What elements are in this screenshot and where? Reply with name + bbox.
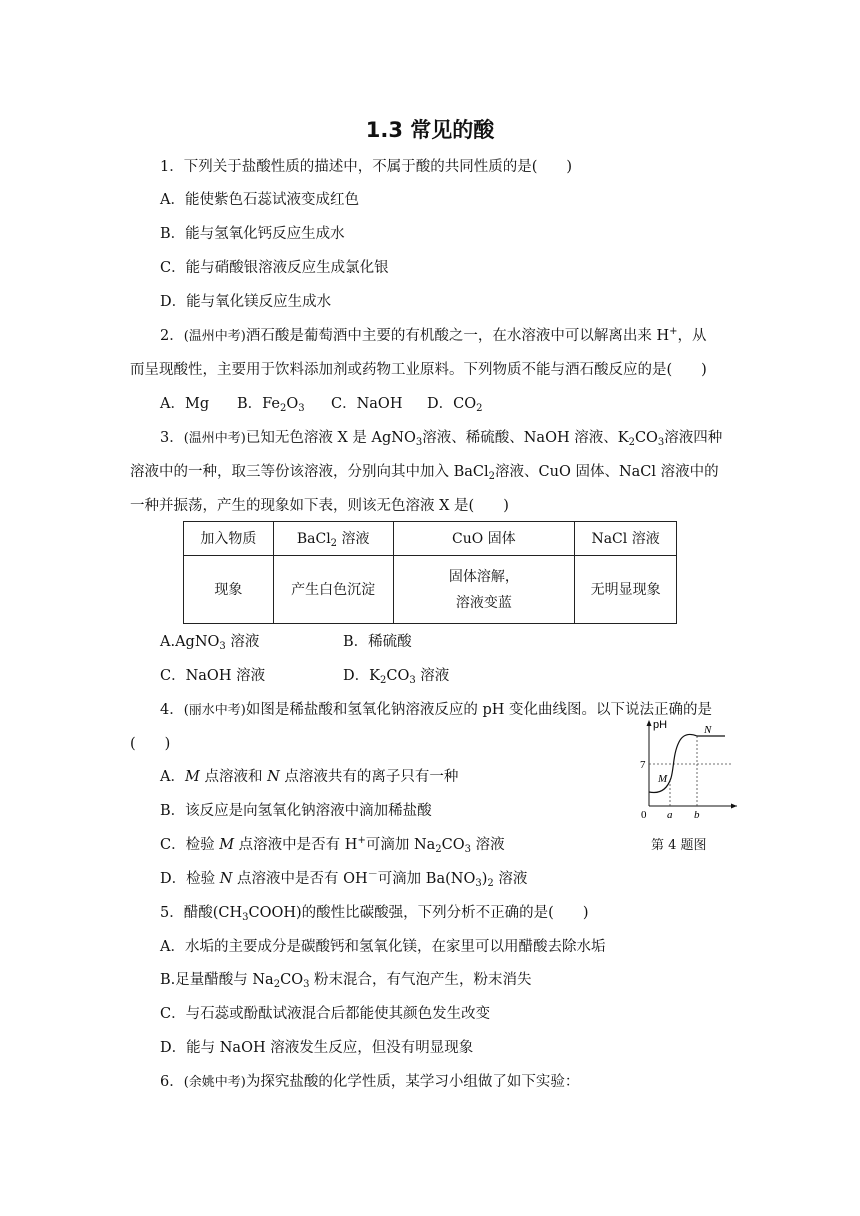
ph7-label: 7: [640, 759, 646, 771]
q3-stem-line3: 一种并振荡，产生的现象如下表，则该无色溶液 X 是( ): [130, 498, 509, 514]
q3-option-d: D．$K_2CO_3$ 溶液: [343, 668, 450, 686]
q2-option-d: D．$CO_2$: [427, 396, 483, 414]
m-point-label: M: [658, 773, 668, 785]
table-header-nacl: NaCl 溶液: [575, 522, 677, 556]
q1-stem: 1．下列关于盐酸性质的描述中，不属于酸的共同性质的是( ): [160, 159, 573, 175]
table-cell-cuo: 固体溶解， 溶液变蓝: [393, 556, 575, 624]
q4-source: (丽水中考): [183, 703, 246, 718]
q1-option-d: D．能与氧化镁反应生成水: [160, 294, 332, 310]
q5-option-a: A．水垢的主要成分是碳酸钙和氢氧化镁，在家里可以用醋酸去除水垢: [160, 939, 606, 955]
table-header-bacl2: BaCl$_2$ 溶液: [273, 522, 393, 556]
origin-label: 0: [641, 809, 647, 821]
q2-option-c: C．NaOH: [331, 396, 403, 412]
table-cell-bacl2: 产生白色沉淀: [273, 556, 393, 624]
q5-option-b: B.足量醋酸与 $Na_2CO_3$ 粉末混合，有气泡产生，粉末消失: [160, 972, 532, 990]
table-row: [184, 556, 677, 624]
q3-option-c: C．NaOH 溶液: [160, 668, 266, 684]
q3-source: (温州中考): [183, 431, 246, 446]
q4-option-a: A．M 点溶液和 N 点溶液共有的离子只有一种: [160, 769, 459, 785]
q3-option-a: A.AgNO$_3$ 溶液: [160, 634, 260, 652]
q2-stem-line2: 而呈现酸性，主要用于饮料添加剂或药物工业原料。下列物质不能与酒石酸反应的是( ): [130, 362, 707, 378]
q5-stem: 5．醋酸$(CH_3COOH)$的酸性比碳酸强，下列分析不正确的是( ): [160, 905, 589, 923]
q4-ph-graph: [637, 716, 741, 822]
x-axis-arrow-icon: [731, 804, 737, 809]
page-title: 1.3 常见的酸: [365, 118, 495, 142]
q4-graph-caption: 第 4 题图: [651, 838, 707, 853]
y-axis-label: pH: [653, 719, 668, 731]
q5-option-d: D．能与 NaOH 溶液发生反应，但没有明显现象: [160, 1040, 474, 1056]
q6-source: (余姚中考): [183, 1075, 246, 1090]
q4-option-b: B．该反应是向氢氧化钠溶液中滴加稀盐酸: [160, 803, 432, 819]
table-cell-phenomenon: 现象: [184, 556, 274, 624]
q4-stem-line2: ( ): [130, 736, 171, 752]
y-axis-arrow-icon: [647, 720, 652, 726]
q1-option-c: C．能与硝酸银溶液反应生成氯化银: [160, 260, 389, 276]
q3-stem-line1: 3．(温州中考)已知无色溶液 X 是 AgNO$_3$溶液、稀硫酸、NaOH 溶液、$K_2CO_3$溶液四种: [160, 430, 723, 448]
q4-stem-line1: 4．(丽水中考)如图是稀盐酸和氢氧化钠溶液反应的 pH 变化曲线图。以下说法正确的是: [160, 702, 713, 718]
q2-source: (温州中考): [183, 329, 246, 344]
q2-stem-line1: 2．(温州中考)酒石酸是葡萄酒中主要的有机酸之一，在水溶液中可以解离出来 H+，从: [160, 326, 707, 344]
q2-option-b: B．$Fe_2O_3$: [237, 396, 305, 414]
q3-table: [183, 521, 677, 624]
a-label: a: [667, 809, 673, 821]
q4-option-c: C．检验 M 点溶液中是否有 H+可滴加 $Na_2CO_3$ 溶液: [160, 835, 505, 855]
q3-stem-line2: 溶液中的一种，取三等份该溶液，分别向其中加入 BaCl$_2$溶液、CuO 固体、NaCl 溶液中的: [130, 464, 719, 482]
n-point-label: N: [704, 724, 712, 736]
q5-option-c: C．与石蕊或酚酞试液混合后都能使其颜色发生改变: [160, 1006, 491, 1022]
table-header-cuo: CuO 固体: [393, 522, 575, 556]
table-header-substance: 加入物质: [184, 522, 274, 556]
b-label: b: [694, 809, 700, 821]
q2-option-a: A．Mg: [160, 396, 210, 412]
q4-option-d: D．检验 N 点溶液中是否有 OH－可滴加 $Ba(NO_3)_2$ 溶液: [160, 869, 528, 889]
q6-stem: 6．(余姚中考)为探究盐酸的化学性质，某学习小组做了如下实验：: [160, 1074, 580, 1090]
q3-option-b: B．稀硫酸: [343, 634, 412, 650]
q1-option-b: B．能与氢氧化钙反应生成水: [160, 226, 345, 242]
table-cell-nacl: 无明显现象: [575, 556, 677, 624]
q1-option-a: A．能使紫色石蕊试液变成红色: [160, 192, 359, 208]
table-row: [184, 522, 677, 556]
